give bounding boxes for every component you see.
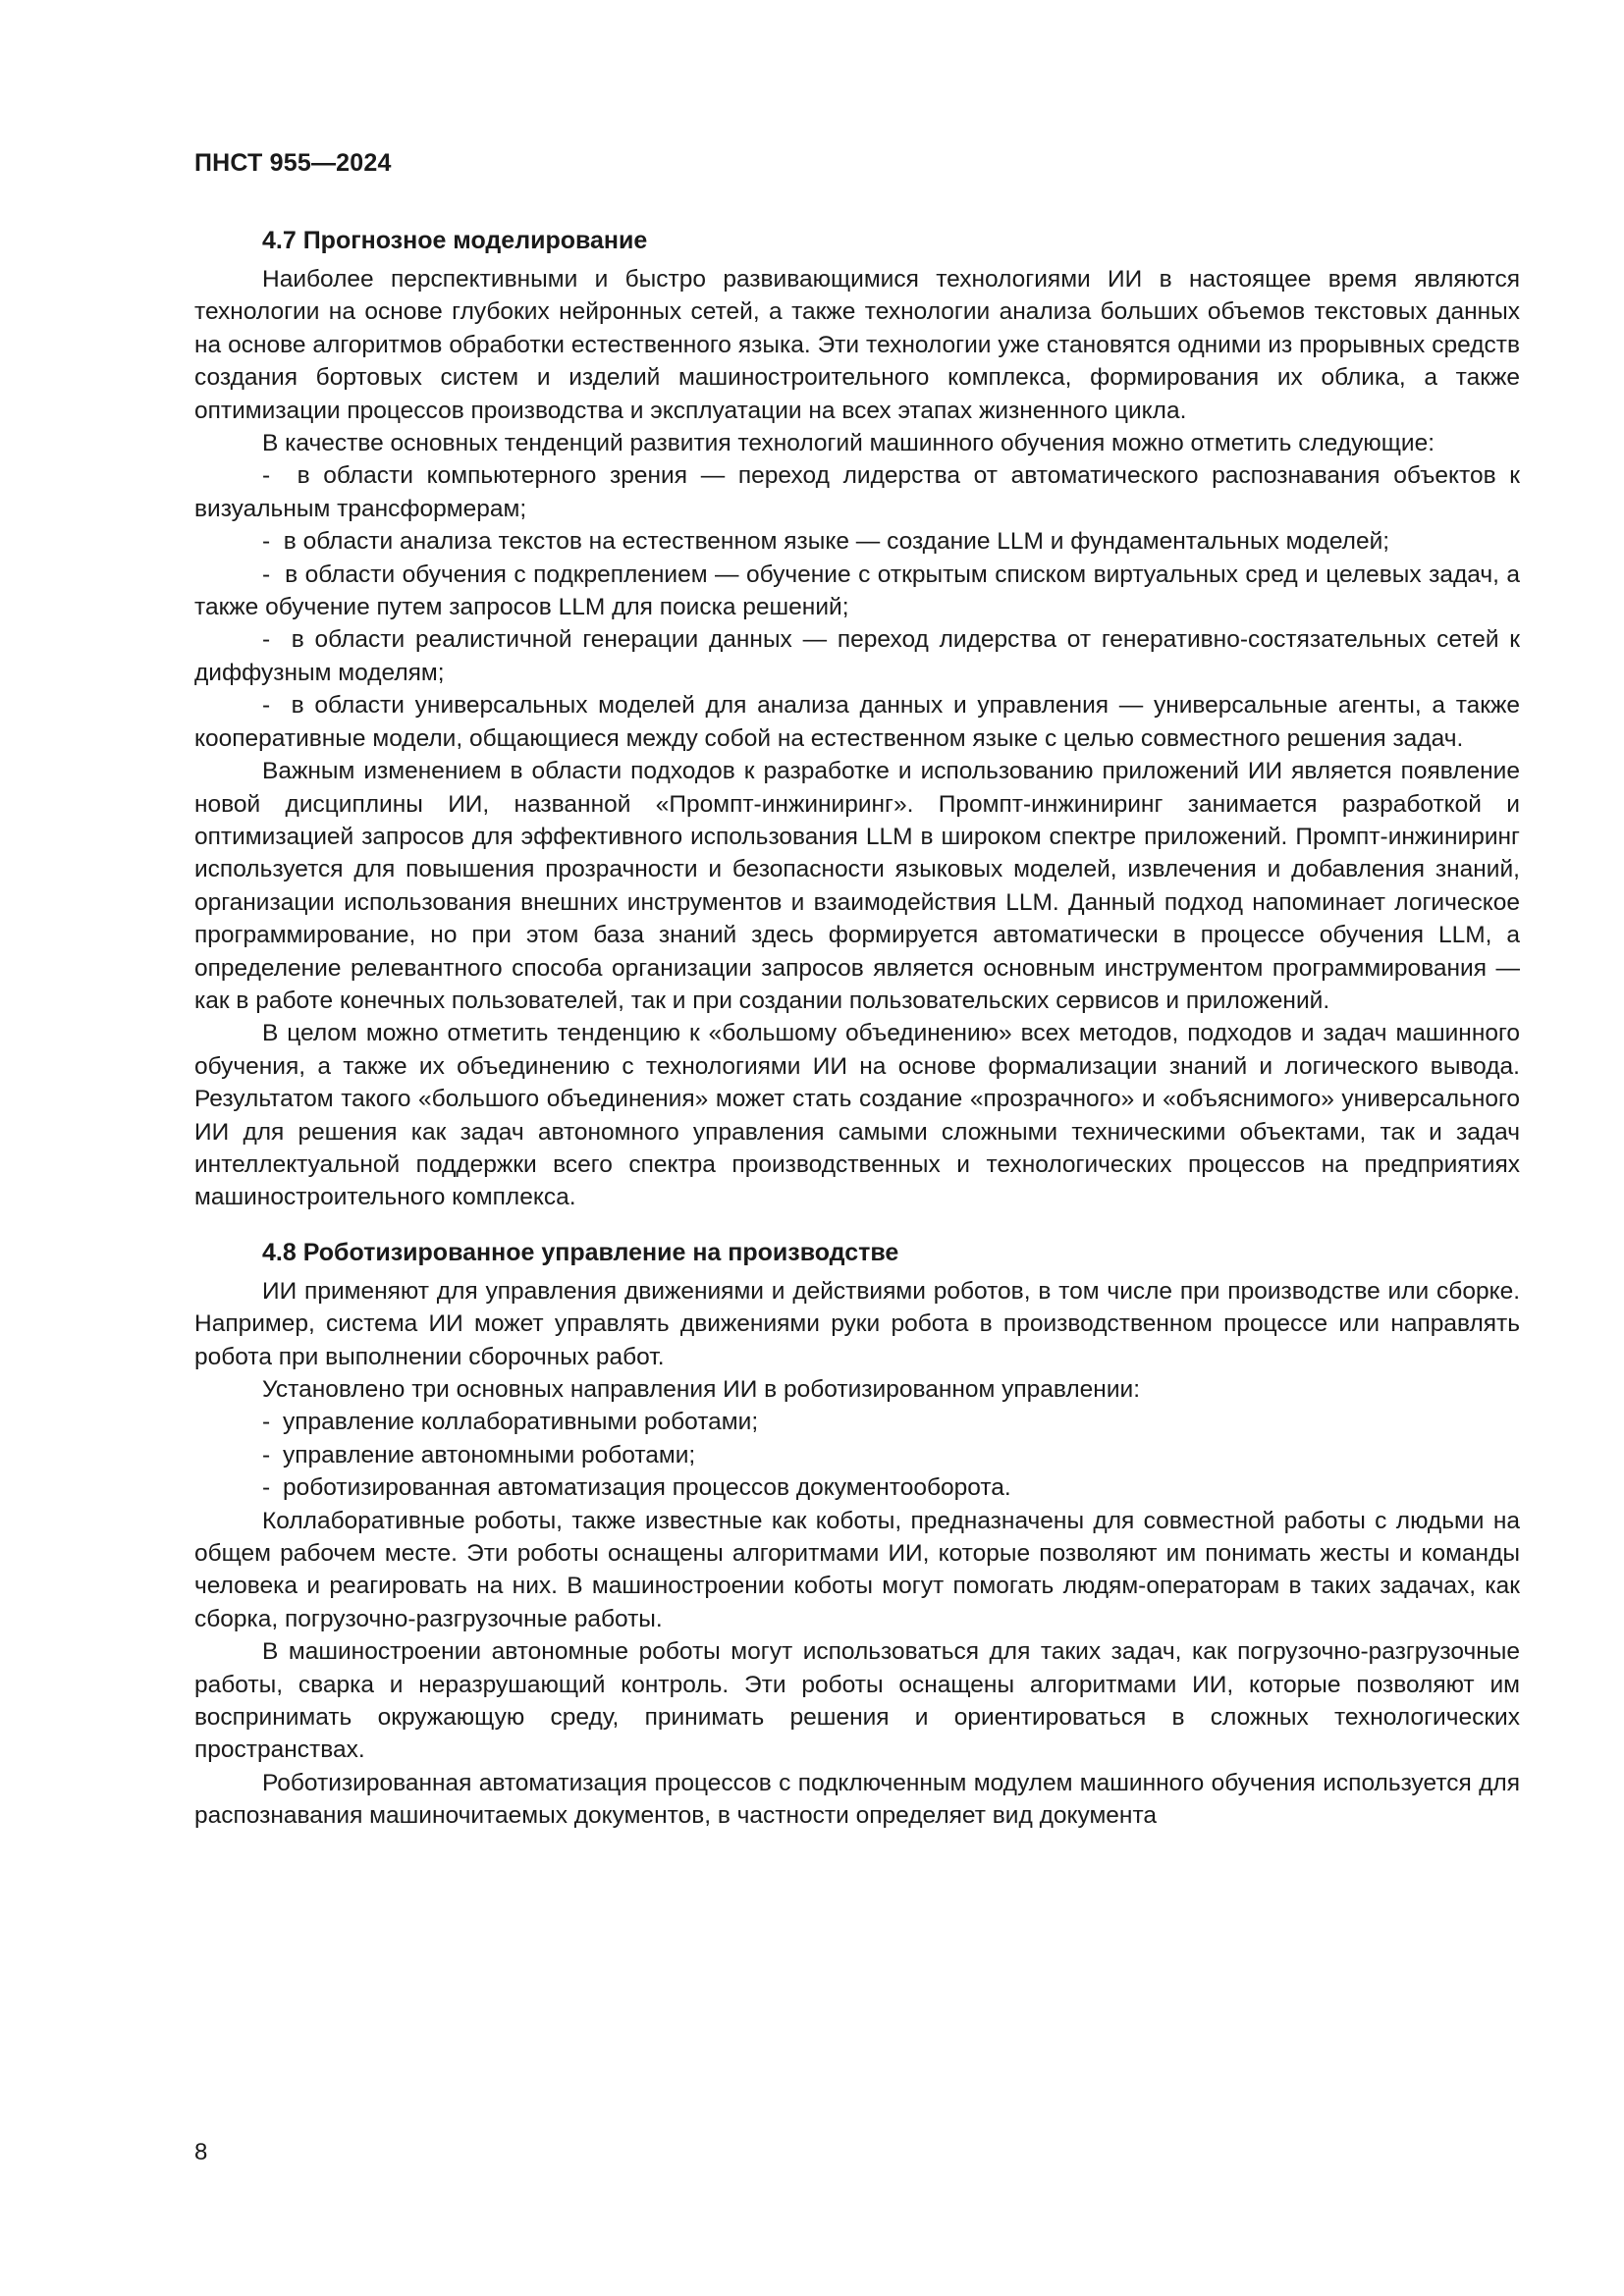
list-item: - в области реалистичной генерации данных — переход лидерства от генеративно-состязательных сетей к диффузным моделям; — [194, 623, 1520, 689]
document-body — [194, 224, 1520, 1833]
list-item: - в области универсальных моделей для анализа данных и управления — универсальные агенты, а также кооперативные модели, общающиеся между собой на естественном языке с целью совместного решения задач. — [194, 689, 1520, 755]
paragraph: Коллаборативные роботы, также известные как коботы, предназначены для совместной работы с людьми на общем рабочем месте. Эти роботы оснащены алгоритмами ИИ, которые позволяют им понимать жесты и команды человека и реагировать на них. В машиностроении коботы могут помогать людям-операторам в таких задачах, как сборка, погрузочно-разгрузочные работы. — [194, 1507, 1520, 1632]
list-item: - в области компьютерного зрения — переход лидерства от автоматического распознавания объектов к визуальным трансформерам; — [194, 459, 1520, 525]
list-item: - управление коллаборативными роботами; — [194, 1406, 1520, 1438]
paragraph: Наиболее перспективными и быстро развивающимися технологиями ИИ в настоящее время являются технологии на основе глубоких нейронных сетей, а также технологии анализа больших объемов текстовых данных на основе алгоритмов обработки естественного языка. Эти технологии уже становятся одними из прорывных средств создания бортовых систем и изделий машиностроительного комплекса, формирования их облика, а также оптимизации процессов производства и эксплуатации на всех этапах жизненного цикла. — [194, 266, 1520, 424]
page-number: 8 — [194, 2139, 208, 2165]
list-item: - в области обучения с подкреплением — обучение с открытым списком виртуальных сред и целевых задач, а также обучение путем запросов LLM для поиска решений; — [194, 559, 1520, 624]
paragraph: Роботизированная автоматизация процессов с подключенным модулем машинного обучения используется для распознавания машиночитаемых документов, в частности определяет вид документа — [194, 1769, 1520, 1830]
robotics-directions-list — [194, 1406, 1520, 1504]
trends-list — [194, 459, 1520, 755]
section-title-4-7: 4.7 Прогнозное моделирование — [262, 227, 648, 254]
paragraph: ИИ применяют для управления движениями и действиями роботов, в том числе при производстве или сборке. Например, система ИИ может управлять движениями руки робота в производственном процессе или направлять робота при выполнении сборочных работ. — [194, 1277, 1520, 1370]
section-title-4-8: 4.8 Роботизированное управление на производстве — [262, 1238, 899, 1266]
paragraph: Важным изменением в области подходов к разработке и использованию приложений ИИ является появление новой дисциплины ИИ, названной «Промпт-инжиниринг». Промпт-инжиниринг занимается разработкой и оптимизацией запросов для эффективного использования LLM в широком спектре приложений. Промпт-инжиниринг используется для повышения прозрачности и безопасности языковых моделей, извлечения и добавления знаний, организации использования внешних инструментов и взаимодействия LLM. Данный подход напоминает логическое программирование, но при этом база знаний здесь формируется автоматически в процессе обучения LLM, а определение релевантного способа организации запросов является основным инструментом программирования — как в работе конечных пользователей, так и при создании пользовательских сервисов и приложений. — [194, 758, 1520, 1014]
paragraph: В целом можно отметить тенденцию к «большому объединению» всех методов, подходов и задач машинного обучения, а также их объединению с технологиями ИИ на основе формализации знаний и логического вывода. Результатом такого «большого объединения» может стать создание «прозрачного» и «объяснимого» универсального ИИ для решения как задач автономного управления самыми сложными техническими объектами, так и задач интеллектуальной поддержки всего спектра производственных и технологических процессов на предприятиях машиностроительного комплекса. — [194, 1020, 1520, 1211]
paragraph: В машиностроении автономные роботы могут использоваться для таких задач, как погрузочно-разгрузочные работы, сварка и неразрушающий контроль. Эти роботы оснащены алгоритмами ИИ, которые позволяют им воспринимать окружающую среду, принимать решения и ориентироваться в сложных технологических пространствах. — [194, 1638, 1520, 1764]
list-item: - управление автономными роботами; — [194, 1439, 1520, 1471]
list-item: - роботизированная автоматизация процессов документооборота. — [194, 1471, 1520, 1504]
document-code-header: ПНСТ 955—2024 — [194, 149, 392, 177]
paragraph: В качестве основных тенденций развития технологий машинного обучения можно отметить следующие: — [262, 430, 1435, 457]
paragraph: Установлено три основных направления ИИ в роботизированном управлении: — [262, 1376, 1141, 1403]
list-item: - в области анализа текстов на естественном языке — создание LLM и фундаментальных моделей; — [194, 525, 1520, 558]
